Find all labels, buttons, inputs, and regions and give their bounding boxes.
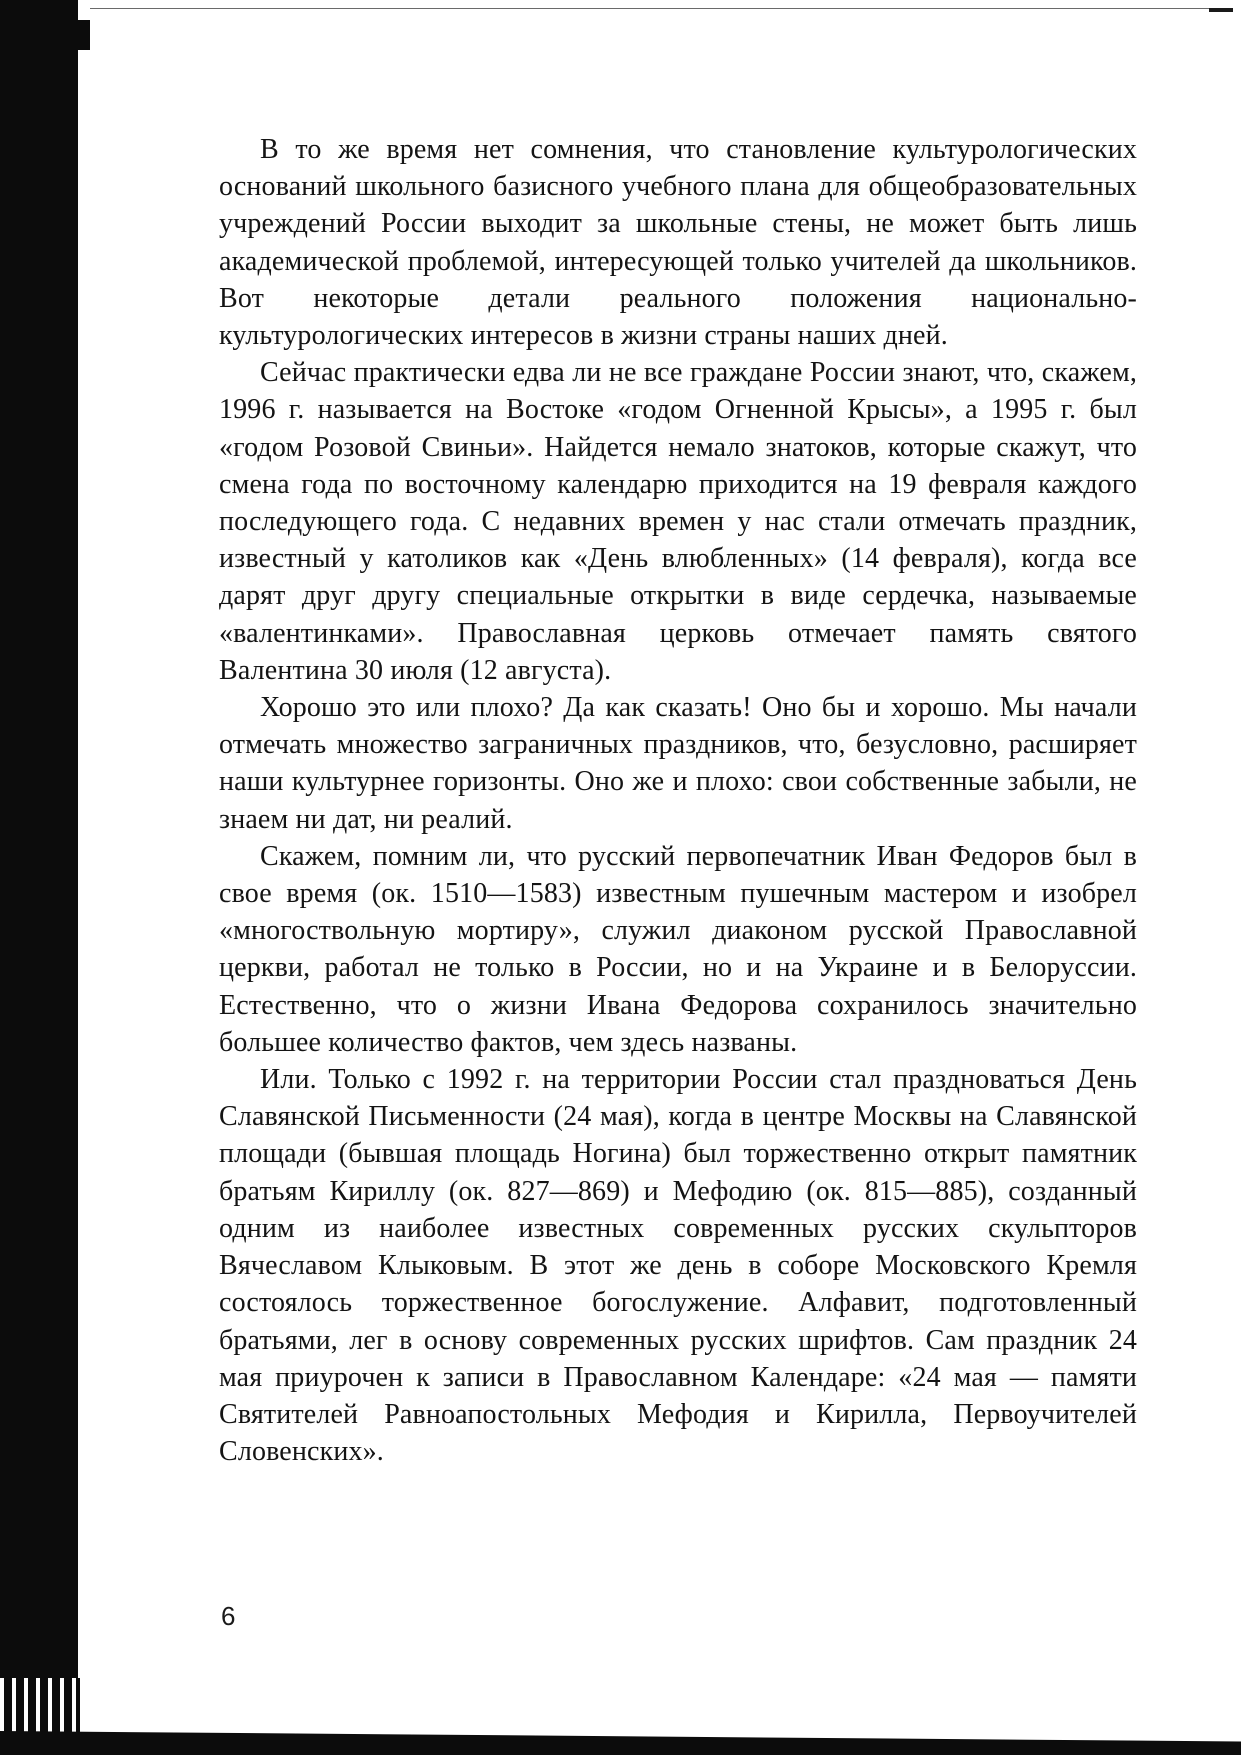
scan-edge-bottom bbox=[0, 1725, 1241, 1755]
paragraph-1: В то же время нет сомнения, что становление культурологических оснований школьного базисного учебного плана для общеобразовательных учреждений России выходит за школьные стены, не может быть лишь академической проблемой, интересующей только учителей да школьников. Вот некоторые детали реального положения национально-культурологических интересов в жизни страны наших дней. bbox=[219, 134, 1137, 352]
scan-binding-marks bbox=[0, 1678, 80, 1733]
page-body bbox=[219, 131, 1137, 1470]
scan-top-rule bbox=[90, 8, 1230, 9]
scan-edge-left bbox=[0, 0, 78, 1755]
paragraph-5: Или. Только с 1992 г. на территории России стал праздноваться День Славянской Письменности (24 мая), когда в центре Москвы на Славянской площади (бывшая площадь Ногина) был торжественно открыт памятник братьям Кириллу (ок. 827—869) и Мефодию (ок. 815—885), созданный одним из наиболее известных современных русских скульпторов Вячеславом Клыковым. В этот же день в соборе Московского Кремля состоялось торжественное богослужение. Алфавит, подготовленный братьями, лег в основу современных русских шрифтов. Сам праздник 24 мая приурочен к записи в Православном Календаре: «24 мая — памяти Святителей Равноапостольных Мефодия и Кирилла, Первоучителей Словенских». bbox=[219, 1064, 1137, 1468]
paragraph-4: Скажем, помним ли, что русский первопечатник Иван Федоров был в свое время (ок. 1510—1583) известным пушечным мастером и изобрел «многоствольную мортиру», служил диаконом русской Православной церкви, работал не только в России, но и на Украине и в Белоруссии. Естественно, что о жизни Ивана Федорова сохранилось значительно большее количество фактов, чем здесь названы. bbox=[219, 840, 1137, 1058]
paragraph-2: Сейчас практически едва ли не все граждане России знают, что, скажем, 1996 г. называется на Востоке «годом Огненной Крысы», а 1995 г. был «годом Розовой Свиньи». Найдется немало знатоков, которые скажут, что смена года по восточному календарю приходится на 19 февраля каждого последующего года. С недавних времен у нас стали отмечать праздник, известный у католиков как «День влюбленных» (14 февраля), когда все дарят друг другу специальные открытки в виде сердечка, называемые «валентинками». Православная церковь отмечает память святого Валентина 30 июля (12 августа). bbox=[219, 357, 1137, 686]
paragraph-3: Хорошо это или плохо? Да как сказать! Оно бы и хорошо. Мы начали отмечать множество заграничных праздников, что, безусловно, расширяет наши культурнее горизонты. Оно же и плохо: свои собственные забыли, не знаем ни дат, ни реалий. bbox=[219, 692, 1137, 835]
scan-corner-mark bbox=[1209, 8, 1233, 12]
page-number: 6 bbox=[221, 1601, 236, 1631]
